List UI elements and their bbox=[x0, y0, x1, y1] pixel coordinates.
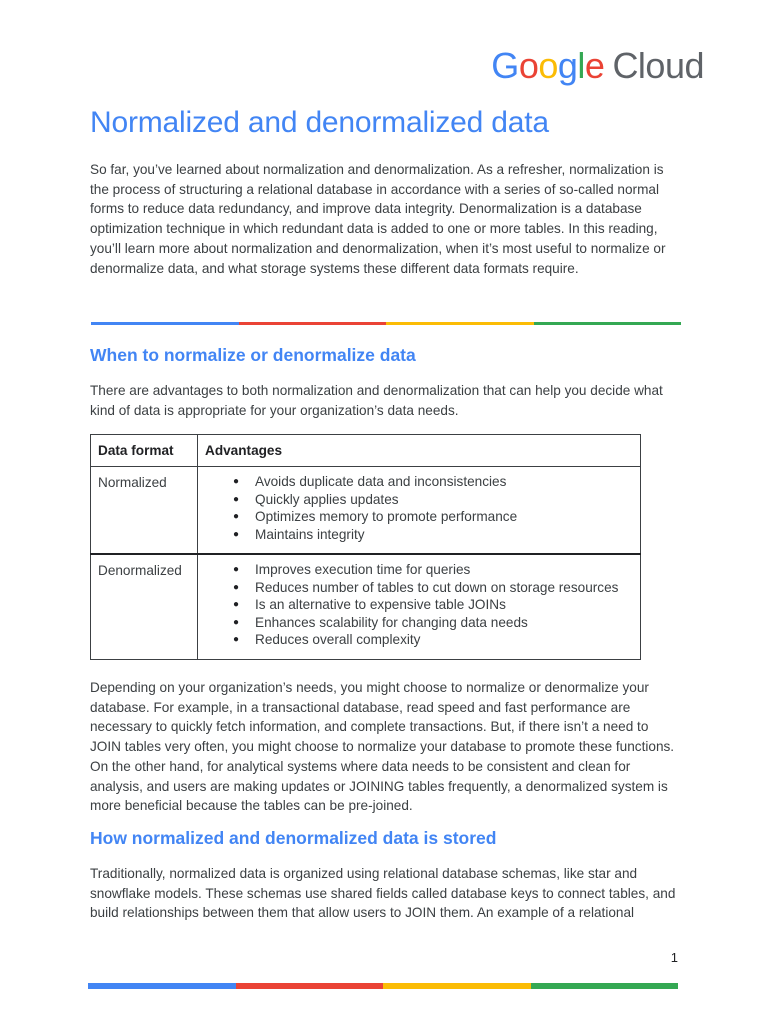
list-item: ● Improves execution time for queries bbox=[255, 561, 633, 579]
header-advantages: Advantages bbox=[198, 435, 641, 467]
advantages-cell bbox=[198, 554, 641, 659]
list-item: ● Optimizes memory to promote performance bbox=[255, 508, 633, 526]
advantages-table bbox=[90, 434, 641, 660]
section-lead-paragraph: There are advantages to both normalization and denormalization that can help you decide what kind of data is appropriate for your organization’s data needs. bbox=[90, 383, 663, 418]
advantages-list bbox=[205, 561, 633, 649]
color-divider bbox=[91, 322, 681, 325]
page-number: 1 bbox=[670, 950, 678, 965]
list-item: ● Reduces overall complexity bbox=[255, 631, 633, 649]
intro-paragraph: So far, you’ve learned about normalization and denormalization. As a refresher, normalization is the process of structuring a relational database in accordance with a series of so-called normal forms to reduce data redundancy, and improve data integrity. Denormalization is a database optimization technique in which redundant data is added to one or more tables. In this reading, you’ll learn more about normalization and denormalization, when it’s most useful to normalize or denormalize data, and what storage systems these different data formats require. bbox=[90, 162, 666, 276]
section-heading-how: How normalized and denormalized data is stored bbox=[90, 828, 497, 848]
list-item: ● Reduces number of tables to cut down on storage resources bbox=[255, 579, 633, 597]
list-item: ● Is an alternative to expensive table JOINs bbox=[255, 596, 633, 614]
list-item: ● Quickly applies updates bbox=[255, 491, 633, 509]
page-title: Normalized and denormalized data bbox=[90, 106, 549, 139]
section-heading-when: When to normalize or denormalize data bbox=[90, 345, 416, 365]
advantages-cell bbox=[198, 467, 641, 555]
advantages-list bbox=[205, 473, 633, 543]
google-wordmark: Google bbox=[491, 45, 605, 86]
format-cell: Normalized bbox=[91, 467, 198, 555]
list-item: ● Avoids duplicate data and inconsistencies bbox=[255, 473, 633, 491]
header-data-format: Data format bbox=[91, 435, 198, 467]
table-row bbox=[91, 467, 641, 555]
format-cell: Denormalized bbox=[91, 554, 198, 659]
footer-color-bar bbox=[88, 983, 678, 989]
table-header-row bbox=[91, 435, 641, 467]
section2-paragraph: Traditionally, normalized data is organized using relational database schemas, like star and snowflake models. These schemas use shared fields called database keys to connect tables, and build relationships between them that allow users to JOIN them. An example of a relational bbox=[90, 866, 676, 921]
list-item: ● Maintains integrity bbox=[255, 526, 633, 544]
google-cloud-logo bbox=[491, 45, 704, 86]
cloud-wordmark: Cloud bbox=[612, 45, 704, 86]
list-item: ● Enhances scalability for changing data needs bbox=[255, 614, 633, 632]
follow-paragraph: Depending on your organization’s needs, you might choose to normalize or denormalize your database. For example, in a transactional database, read speed and fast performance are necessary to quickly fetch information, and complete transactions. But, if there isn’t a need to JOIN tables very often, you might choose to normalize your database to promote these functions. On the other hand, for analytical systems where data needs to be consistent and clean for analysis, and users are making updates or JOINING tables frequently, a denormalized system is more beneficial because the tables can be pre-joined. bbox=[90, 680, 675, 814]
table-row bbox=[91, 554, 641, 659]
